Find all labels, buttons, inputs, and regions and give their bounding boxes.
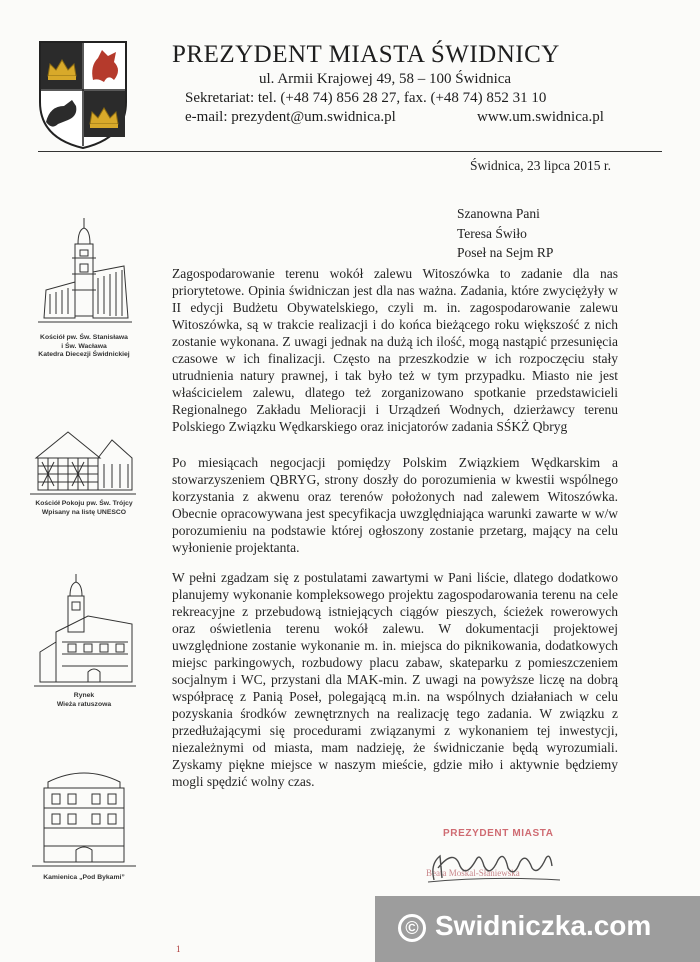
caption-line: i Św. Wacława <box>61 342 107 350</box>
recipient-line: Poseł na Sejm RP <box>457 245 554 260</box>
city-coat-of-arms <box>38 40 128 150</box>
letter-paragraph-3: W pełni zgadzam się z postulatami zawartymi w Pani liście, dlatego dodatkowo planujemy wykonanie kompleksowego projektu zagospodarowania terenu na cele rekreacyjne z przebudową istniejących ciągów pieszych, ścieżek rowerowych oraz oświetlenia terenu wokół zalewu. W dokumentacji projektowej uwzględnione zostanie wykonanie m. in. miejsca do piknikowania, dodatkowych miejsc parkingowych, rozbudowy placu zabaw, skateparku z pomieszczeniem socjalnym i WC, przystani dla MAK-min. Z uwagi na powyższe liczę na dobrą współpracę z Panią Poseł, polegającą m.in. na wspólnych działaniach w celu pozyskania środków zewnętrznych na realizację tego zadania. W związku z przedłużającymi się procedurami związanymi z wykonaniem tej inwestycji, niezależnymi od miasta, mam nadzieję, że świdniczanie będą wyrozumiali. Zyskamy piękne miejsce w naszym mieście, gdzie miło i aktywnie będziemy mogli spędzić wolny czas. <box>172 570 618 789</box>
page-mark: 1 <box>176 944 181 954</box>
signature-name: Beata Moskal-Słaniewska <box>426 868 520 878</box>
church-of-peace-drawing <box>28 418 140 498</box>
copyright-icon: © <box>398 914 426 942</box>
recipient-line: Szanowna Pani <box>457 206 540 221</box>
header-title: PREZYDENT MIASTA ŚWIDNICY <box>172 41 560 68</box>
header-website: www.um.swidnica.pl <box>477 109 604 125</box>
tenement-drawing <box>28 758 140 872</box>
sketch-pod-bykami-house <box>28 758 140 883</box>
handwritten-signature <box>420 834 580 886</box>
letter-date: Świdnica, 23 lipca 2015 r. <box>470 158 611 173</box>
recipient-line: Teresa Świło <box>457 225 527 241</box>
caption-line: Kościół Pokoju pw. Św. Trójcy <box>35 500 133 507</box>
caption-line: Kamienica „Pod Bykami” <box>43 874 125 881</box>
sketch-caption <box>28 334 140 360</box>
caption-line: Kościół pw. Św. Stanisława <box>40 334 128 341</box>
header-email: e-mail: prezydent@um.swidnica.pl <box>185 109 396 125</box>
signature-stamp: PREZYDENT MIASTA <box>443 828 554 839</box>
caption-line: Rynek <box>73 692 95 699</box>
watermark-text: Swidniczka.com <box>435 910 652 941</box>
caption-line: Katedra Diecezji Świdnickiej <box>38 351 130 358</box>
header-secretariat: Sekretariat: tel. (+48 74) 856 28 27, fax. (+48 74) 852 31 10 <box>185 90 547 106</box>
letter-paragraph-2: Po miesiącach negocjacji pomiędzy Polskim Związkiem Wędkarskim a stowarzyszeniem QBRYG, strony doszły do porozumienia w kwestii wspólnego korzystania z akwenu oraz terenów położonych nad zalewem Witoszówka. Obecnie opracowywana jest specyfikacja uwzględniająca warunki zawarte w w/w porozumieniu na podstawie której ogłoszony zostanie przetarg, mający na celu wyłonienie projektanta. <box>172 455 618 555</box>
cathedral-drawing <box>28 214 140 332</box>
town-hall-drawing <box>28 572 140 690</box>
sketch-church-of-peace <box>28 418 140 517</box>
letter-paragraph-1: Zagospodarowanie terenu wokół zalewu Witoszówka to zadanie dla nas priorytetowe. Opinia świdniczan jest dla nas ważna. Zadania, które zwyciężyły w II edycji Budżetu Obywatelskiego, czyli m. in. zagospodarowanie zalewu Witoszówka, są w trakcie realizacji i do końca bieżącego roku większość z nich zostanie wykonana. Z uwagi jednak na dużą ich ilość, mogą nastąpić przesunięcia czasowe w ich finalizacji. Często na przeszkodzie w ich rozpoczęciu stały utrudnienia natury prawnej, i tak było też w tym przypadku. Miasto nie jest właścicielem zalewu, dlatego też zorganizowano spotkanie przedstawicieli Regionalnego Zakładu Melioracji i Urządzeń Wodnych, dzierżawcy terenu Polskiego Związku Wędkarskiego oraz inicjatorów zadania SŚKŻ Qbryg <box>172 266 618 434</box>
caption-line: Wpisany na listę UNESCO <box>41 508 127 516</box>
sketch-town-hall-tower <box>28 572 140 709</box>
signature-block <box>420 828 620 882</box>
sketch-caption <box>28 874 140 883</box>
sketch-caption <box>28 500 140 517</box>
sketch-cathedral <box>28 214 140 360</box>
header-address: ul. Armii Krajowej 49, 58 – 100 Świdnica <box>259 71 512 87</box>
recipient-block <box>457 204 553 263</box>
caption-line: Wieża ratuszowa <box>56 700 112 708</box>
header-divider <box>38 151 662 152</box>
sketch-caption <box>28 692 140 709</box>
watermark-banner <box>375 896 700 962</box>
